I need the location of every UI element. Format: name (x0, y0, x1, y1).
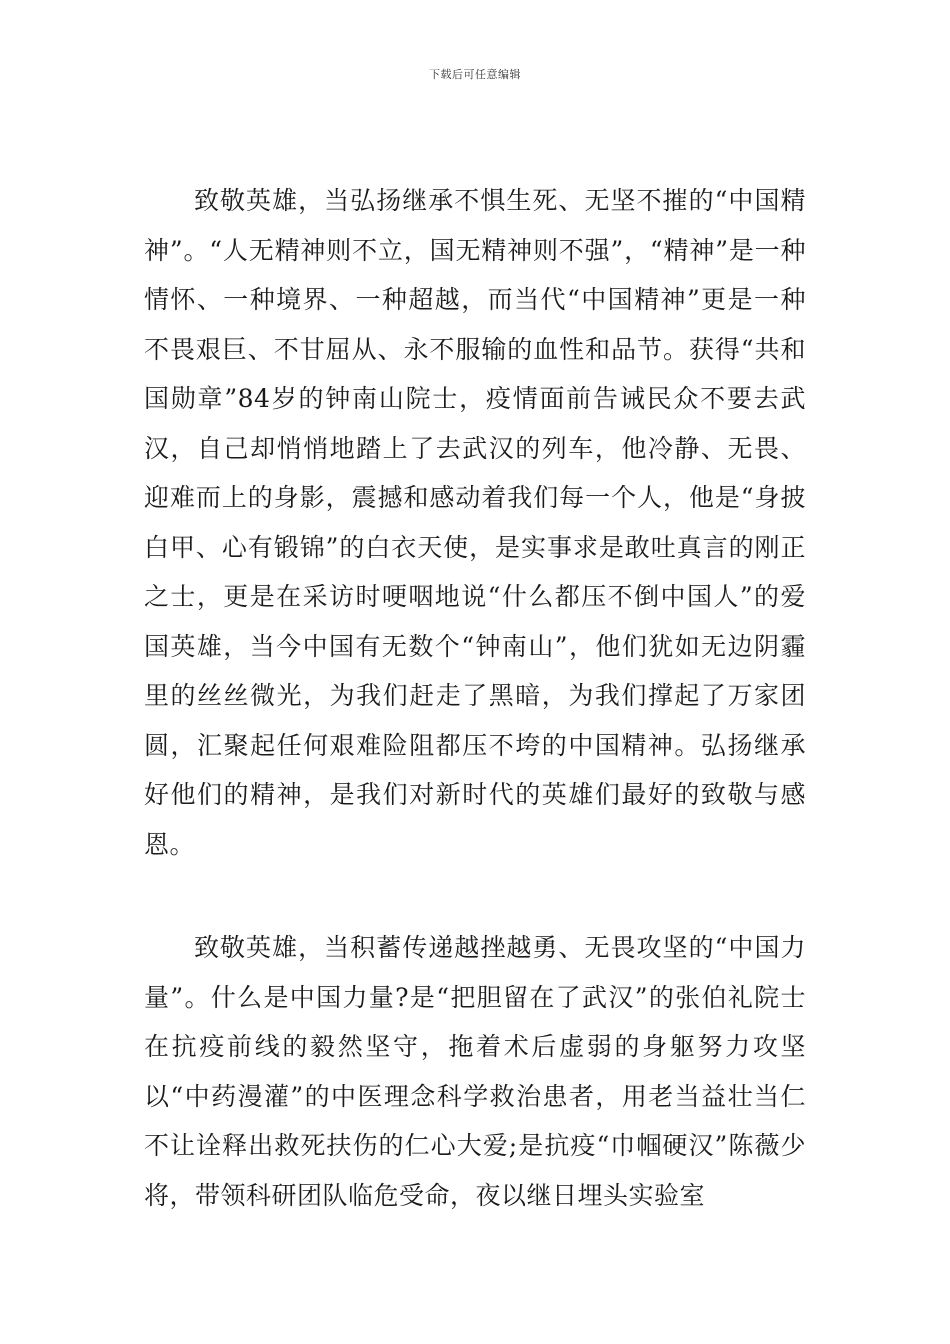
paragraph-chinese-strength: 致敬英雄，当积蓄传递越挫越勇、无畏攻坚的“中国力量”。什么是中国力量?是“把胆留在了武汉”的张伯礼院士在抗疫前线的毅然坚守，拖着术后虚弱的身躯努力攻坚以“中药漫灌”的中医理念科学救治患者，用老当益壮当仁不让诠释出救死扶伤的仁心大爱;是抗疫“巾帼硬汉”陈薇少将，带领科研团队临危受命，夜以继日埋头实验室 (144, 933, 806, 1210)
page-header: 下载后可任意编辑 (429, 68, 521, 81)
paragraph-chinese-spirit: 致敬英雄，当弘扬继承不惧生死、无坚不摧的“中国精神”。“人无精神则不立，国无精神则不强”，“精神”是一种情怀、一种境界、一种超越，而当代“中国精神”更是一种不畏艰巨、不甘屈从、永不服输的血性和品节。获得“共和国勋章”84岁的钟南山院士，疫情面前告诫民众不要去武汉，自己却悄悄地踏上了去武汉的列车，他冷静、无畏、迎难而上的身影，震撼和感动着我们每一个人，他是“身披白甲、心有锻锦”的白衣天使，是实事求是敢吐真言的刚正之士，更是在采访时哽咽地说“什么都压不倒中国人”的爱国英雄，当今中国有无数个“钟南山”，他们犹如无边阴霾里的丝丝微光，为我们赶走了黑暗，为我们撑起了万家团圆，汇聚起任何艰难险阻都压不垮的中国精神。弘扬继承好他们的精神，是我们对新时代的英雄们最好的致敬与感恩。 (144, 186, 806, 859)
document-body (144, 176, 806, 1220)
